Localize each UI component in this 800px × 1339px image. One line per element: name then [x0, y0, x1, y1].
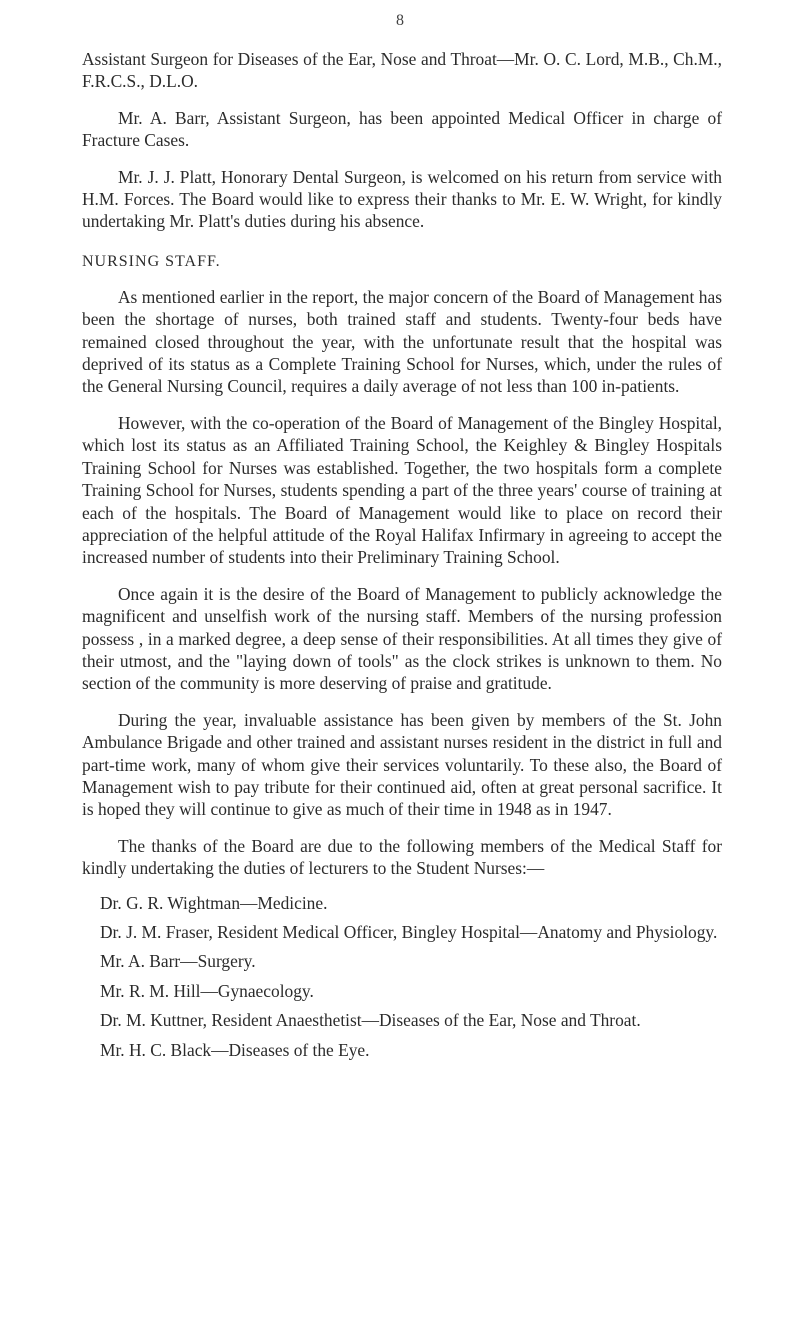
lecturer-list-item: Mr. H. C. Black—Diseases of the Eye.	[100, 1039, 370, 1060]
paragraph-training-school: However, with the co-operation of the Board of Management of the Bingley Hospital, which lost its status as an Affiliated Training School, the Keighley & Bingley Hospitals Training School for Nurses was established. Together, the two hospitals form a complete Training School for Nurses, students spending a part of the three years' course of training at each of the hospitals. The Board of Management would like to place on record their appreciation of the helpful attitude of the Royal Halifax Infirmary in agreeing to accept the increased number of students into their Preliminary Training School.	[82, 412, 722, 568]
lecturer-list-item: Mr. A. Barr—Surgery.	[100, 951, 256, 972]
paragraph-acknowledgement: Once again it is the desire of the Board of Management to publicly acknowledge the magnificent and unselfish work of the nursing staff. Members of the nursing profession possess , in a marked degree, a deep sense of their responsibilities. At all times they give of their utmost, and the "laying down of tools" as the clock strikes is unknown to them. No section of the community is more deserving of praise and gratitude.	[82, 583, 722, 694]
page-number: 8	[396, 12, 404, 29]
lecturer-list	[82, 892, 722, 1061]
paragraph-ent-surgeon: Assistant Surgeon for Diseases of the Ear, Nose and Throat—Mr. O. C. Lord, M.B., Ch.M., F.R.C.S., D.L.O.	[82, 49, 722, 92]
paragraph-lecturers-intro: The thanks of the Board are due to the following members of the Medical Staff for kindly undertaking the duties of lecturers to the Student Nurses:—	[82, 835, 722, 879]
lecturer-list-item: Dr. M. Kuttner, Resident Anaesthetist—Diseases of the Ear, Nose and Throat.	[100, 1010, 641, 1031]
section-heading-nursing-staff: NURSING STAFF.	[82, 252, 221, 270]
document-body	[82, 48, 722, 1061]
paragraph-nurse-shortage: As mentioned earlier in the report, the major concern of the Board of Management has been the shortage of nurses, both trained staff and students. Twenty-four beds have remained closed throughout the year, with the unfortunate result that the hospital was deprived of its status as a Complete Training School for Nurses, which, under the rules of the General Nursing Council, requires a daily average of not less than 100 in-patients.	[82, 286, 722, 397]
paragraph-platt-return: Mr. J. J. Platt, Honorary Dental Surgeon, is welcomed on his return from service with H.M. Forces. The Board would like to express their thanks to Mr. E. W. Wright, for kindly undertaking Mr. Platt's duties during his absence.	[82, 166, 722, 232]
lecturer-list-item: Mr. R. M. Hill—Gynaecology.	[100, 980, 314, 1001]
lecturer-list-item: Dr. G. R. Wightman—Medicine.	[100, 892, 328, 913]
paragraph-ambulance-brigade: During the year, invaluable assistance has been given by members of the St. John Ambulance Brigade and other trained and assistant nurses resident in the district in full and part-time work, many of whom give their services voluntarily. To these also, the Board of Management wish to pay tribute for their continued aid, often at great personal sacrifice. It is hoped they will continue to give as much of their time in 1948 as in 1947.	[82, 709, 722, 820]
paragraph-barr-appointment: Mr. A. Barr, Assistant Surgeon, has been appointed Medical Officer in charge of Fracture Cases.	[82, 107, 722, 151]
lecturer-list-item: Dr. J. M. Fraser, Resident Medical Officer, Bingley Hospital—Anatomy and Physiology.	[100, 922, 718, 942]
